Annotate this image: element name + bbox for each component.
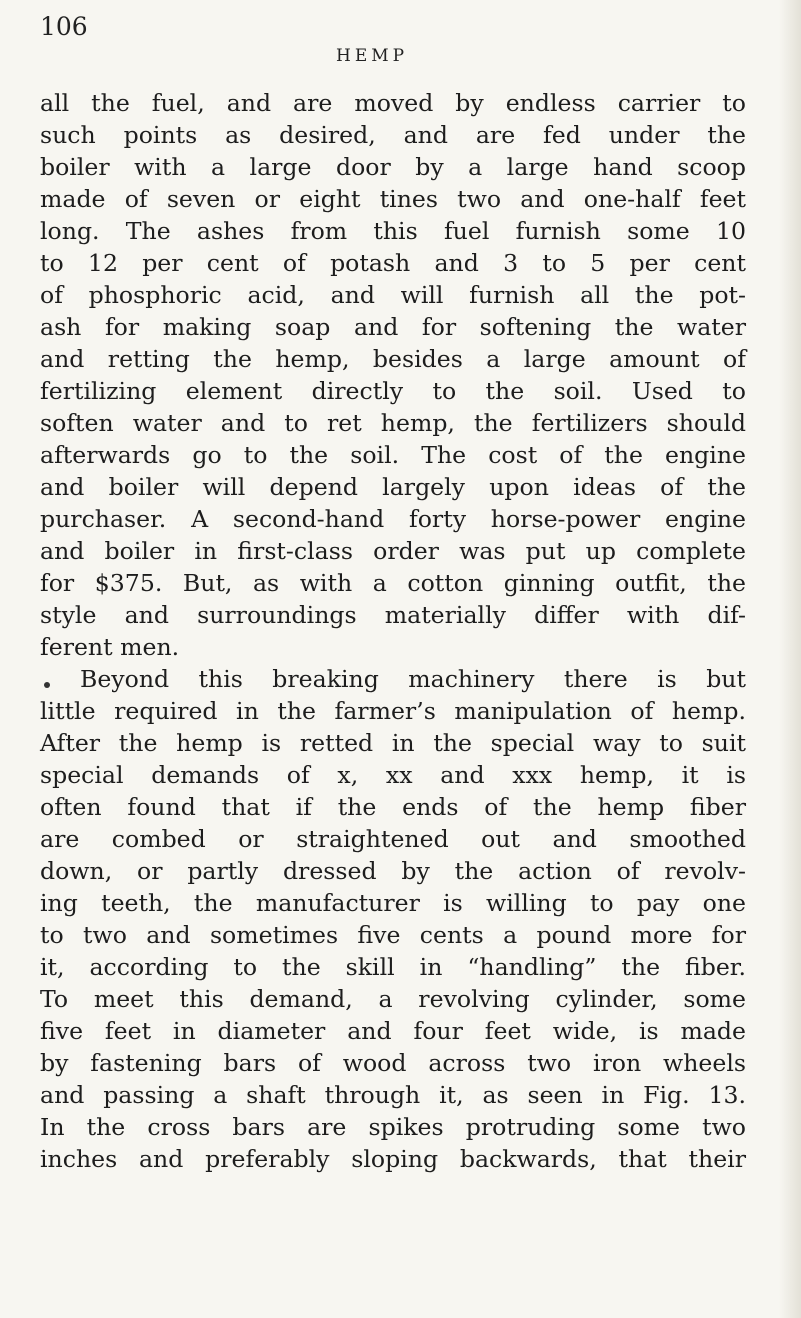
- text-line-19: Beyond this breaking machinery there is but: [80, 665, 746, 693]
- text-line-29: To meet this demand, a revolving cylinder, some: [40, 985, 746, 1013]
- text-line-21: After the hemp is retted in the special way to suit: [40, 729, 746, 757]
- text-line-18: ferent men.: [40, 633, 180, 661]
- text-line-12: afterwards go to the soil. The cost of the engine: [40, 441, 746, 469]
- text-line-17: style and surroundings materially differ with dif-: [40, 601, 746, 629]
- text-line-23: often found that if the ends of the hemp fiber: [40, 793, 746, 821]
- text-line-24: are combed or straightened out and smoothed: [40, 825, 746, 853]
- text-line-27: to two and sometimes five cents a pound more for: [40, 921, 746, 949]
- text-line-32: and passing a shaft through it, as seen in Fig. 13.: [40, 1081, 746, 1109]
- text-line-8: ash for making soap and for softening the water: [40, 313, 746, 341]
- text-line-9: and retting the hemp, besides a large amount of: [40, 345, 746, 373]
- text-line-11: soften water and to ret hemp, the fertilizers should: [40, 409, 746, 437]
- text-line-4: made of seven or eight tines two and one-half feet: [40, 185, 746, 213]
- text-line-14: purchaser. A second-hand forty horse-power engine: [40, 505, 746, 533]
- text-line-3: boiler with a large door by a large hand scoop: [40, 153, 746, 181]
- text-line-25: down, or partly dressed by the action of revolv-: [40, 857, 746, 885]
- text-line-10: fertilizing element directly to the soil. Used to: [40, 377, 746, 405]
- text-line-5: long. The ashes from this fuel furnish some 10: [40, 217, 746, 245]
- text-line-2: such points as desired, and are fed under the: [40, 121, 746, 149]
- page-number: 106: [40, 12, 88, 41]
- running-head: HEMP: [336, 46, 409, 66]
- text-line-7: of phosphoric acid, and will furnish all the pot-: [40, 281, 746, 309]
- margin-mark: [44, 682, 50, 688]
- text-line-33: In the cross bars are spikes protruding some two: [40, 1113, 746, 1141]
- text-line-26: ing teeth, the manufacturer is willing to pay one: [40, 889, 746, 917]
- text-line-6: to 12 per cent of potash and 3 to 5 per cent: [40, 249, 746, 277]
- text-line-22: special demands of x, xx and xxx hemp, it is: [40, 761, 746, 789]
- text-line-1: all the fuel, and are moved by endless carrier to: [40, 89, 746, 117]
- text-line-13: and boiler will depend largely upon ideas of the: [40, 473, 746, 501]
- text-line-20: little required in the farmer’s manipulation of hemp.: [40, 697, 746, 725]
- page-edge-shadow: [779, 0, 801, 1318]
- text-line-15: and boiler in first-class order was put up complete: [40, 537, 746, 565]
- text-line-30: five feet in diameter and four feet wide, is made: [40, 1017, 746, 1045]
- text-line-28: it, according to the skill in “handling” the fiber.: [40, 953, 746, 981]
- text-line-16: for $375. But, as with a cotton ginning outfit, the: [40, 569, 746, 597]
- text-line-31: by fastening bars of wood across two iron wheels: [40, 1049, 746, 1077]
- text-line-34: inches and preferably sloping backwards, that their: [40, 1145, 746, 1173]
